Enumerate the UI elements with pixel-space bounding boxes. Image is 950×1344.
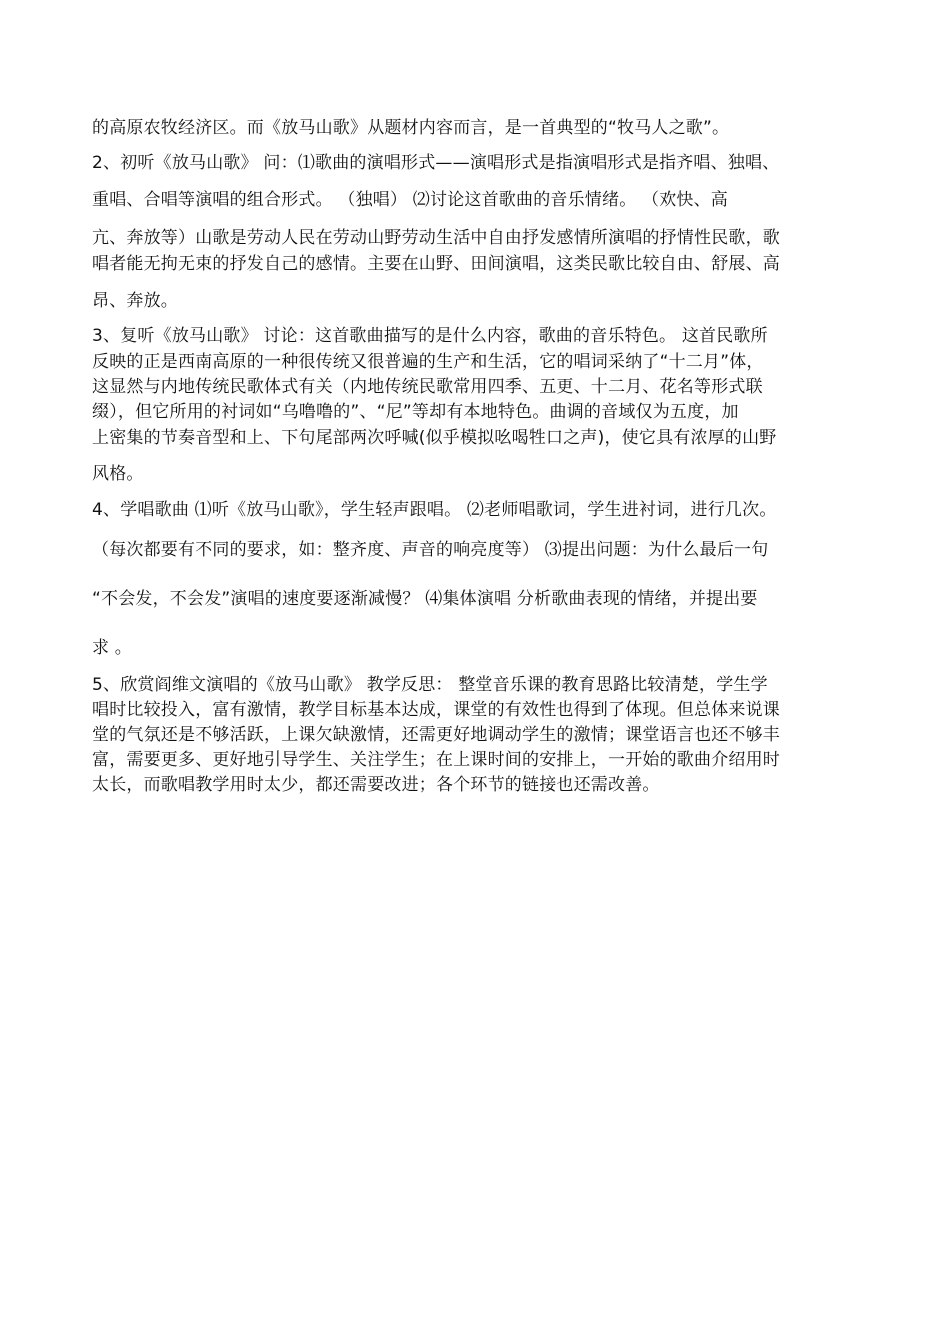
paragraph-line: “不会发，不会发”演唱的速度要逐渐减慢？ ⑷集体演唱 分析歌曲表现的情绪，并提出要 — [92, 589, 758, 609]
paragraph-line: 亢、奔放等）山歌是劳动人民在劳动山野劳动生活中自由抒发感情所演唱的抒情性民歌，歌 — [92, 228, 780, 248]
paragraph-line: 太长，而歌唱教学用时太少，都还需要改进；各个环节的链接也还需改善。 — [92, 775, 660, 795]
paragraph-line: 唱者能无拘无束的抒发自己的感情。主要在山野、田间演唱，这类民歌比较自由、舒展、高 — [92, 254, 780, 274]
paragraph-line: 风格。 — [92, 464, 144, 484]
paragraph-line: （每次都要有不同的要求，如：整齐度、声音的响亮度等） ⑶提出问题：为什么最后一句 — [92, 540, 769, 560]
paragraph-line: 的高原农牧经济区。而《放马山歌》从题材内容而言，是一首典型的“牧马人之歌”。 — [92, 118, 730, 138]
paragraph-line: 这显然与内地传统民歌体式有关（内地传统民歌常用四季、五更、十二月、花名等形式联 — [92, 377, 763, 397]
paragraph-line: 堂的气氛还是不够活跃，上课欠缺激情，还需更好地调动学生的激情；课堂语言也还不够丰 — [92, 725, 780, 745]
paragraph-line: 5、欣赏阎维文演唱的《放马山歌》 教学反思： 整堂音乐课的教育思路比较清楚，学生学 — [92, 675, 768, 695]
paragraph-line: 重唱、合唱等演唱的组合形式。 （独唱） ⑵讨论这首歌曲的音乐情绪。 （欢快、高 — [92, 190, 729, 210]
paragraph-line: 反映的正是西南高原的一种很传统又很普遍的生产和生活，它的唱词采纳了“十二月”体， — [92, 352, 764, 372]
paragraph-line: 4、学唱歌曲 ⑴听《放马山歌》，学生轻声跟唱。 ⑵老师唱歌词，学生进衬词，进行几次。 — [92, 500, 777, 520]
paragraph-line: 唱时比较投入，富有激情，教学目标基本达成，课堂的有效性也得到了体现。但总体来说课 — [92, 700, 780, 720]
paragraph-line: 昂、奔放。 — [92, 291, 178, 311]
paragraph-line: 求 。 — [92, 638, 133, 658]
paragraph-line: 缀），但它所用的衬词如“乌噜噜的”、“尼”等却有本地特色。曲调的音域仅为五度，加 — [92, 402, 739, 422]
paragraph-line: 2、初听《放马山歌》 问：⑴歌曲的演唱形式——演唱形式是指演唱形式是指齐唱、独唱、 — [92, 153, 780, 173]
paragraph-line: 富，需要更多、更好地引导学生、关注学生；在上课时间的安排上，一开始的歌曲介绍用时 — [92, 750, 780, 770]
paragraph-line: 上密集的节奏音型和上、下句尾部两次呼喊(似乎模拟吆喝牲口之声)，使它具有浓厚的山野 — [92, 428, 777, 448]
paragraph-line: 3、复听《放马山歌》 讨论：这首歌曲描写的是什么内容，歌曲的音乐特色。 这首民歌所 — [92, 326, 768, 346]
